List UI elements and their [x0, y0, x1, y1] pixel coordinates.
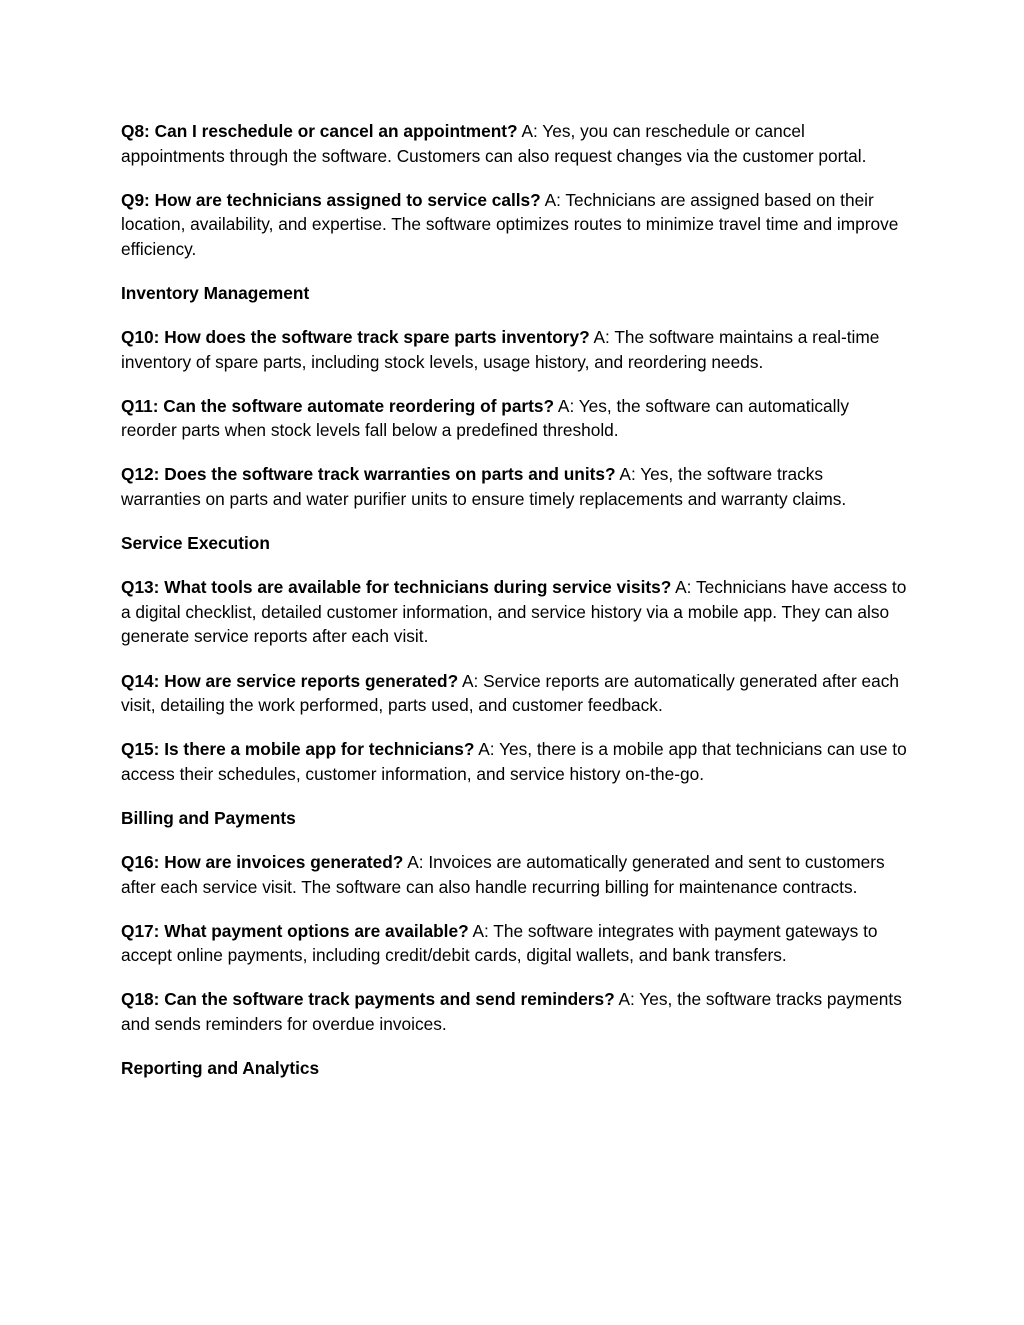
faq-q8	[121, 119, 907, 168]
answer-text: A: Technicians have access to a digital checklist, detailed customer information, and service history via a mobile app. They can also generate service reports after each visit.	[121, 577, 907, 647]
answer-text: A: Yes, the software tracks payments and sends reminders for overdue invoices.	[121, 989, 902, 1034]
faq-q16	[121, 850, 907, 899]
section-heading-inventory: Inventory Management	[121, 282, 310, 303]
section-heading-service-execution: Service Execution	[121, 533, 270, 554]
answer-text: A: Technicians are assigned based on their location, availability, and expertise. The software optimizes routes to minimize travel time and improve efficiency.	[121, 189, 899, 259]
answer-text: A: Yes, the software can automatically reorder parts when stock levels fall below a predefined threshold.	[121, 395, 849, 441]
question-text: Q9: How are technicians assigned to service calls?	[121, 189, 541, 210]
faq-q18	[121, 987, 907, 1036]
faq-q14	[121, 669, 907, 718]
answer-text: A: The software maintains a real-time inventory of spare parts, including stock levels, usage history, and reordering needs.	[121, 327, 880, 372]
question-text: Q18: Can the software track payments and send reminders?	[121, 989, 615, 1010]
question-text: Q13: What tools are available for technicians during service visits?	[121, 577, 672, 598]
section-heading-billing: Billing and Payments	[121, 807, 296, 828]
faq-q17	[121, 919, 907, 968]
answer-text: A: Yes, you can reschedule or cancel appointments through the software. Customers can also request changes via the customer portal.	[121, 121, 867, 166]
faq-q9	[121, 188, 907, 262]
faq-q10	[121, 325, 907, 374]
question-text: Q8: Can I reschedule or cancel an appointment?	[121, 121, 518, 141]
faq-q12	[121, 462, 907, 511]
faq-q15	[121, 737, 907, 786]
question-text: Q10: How does the software track spare parts inventory?	[121, 327, 590, 348]
question-text: Q11: Can the software automate reordering of parts?	[121, 395, 555, 416]
answer-text: A: Yes, there is a mobile app that technicians can use to access their schedules, customer information, and service history on-the-go.	[121, 739, 907, 784]
faq-q11	[121, 394, 907, 443]
answer-text: A: Yes, the software tracks warranties on parts and water purifier units to ensure timely replacements and warranty claims.	[121, 464, 847, 510]
question-text: Q14: How are service reports generated?	[121, 670, 459, 691]
answer-text: A: Invoices are automatically generated and sent to customers after each service visit. The software can also handle recurring billing for maintenance contracts.	[121, 851, 885, 897]
faq-q13	[121, 575, 907, 649]
question-text: Q17: What payment options are available?	[121, 920, 469, 941]
question-text: Q15: Is there a mobile app for technicians?	[121, 739, 475, 760]
answer-text: A: Service reports are automatically generated after each visit, detailing the work performed, parts used, and customer feedback.	[121, 670, 900, 716]
section-heading-reporting: Reporting and Analytics	[121, 1058, 320, 1079]
question-text: Q12: Does the software track warranties on parts and units?	[121, 464, 616, 485]
question-text: Q16: How are invoices generated?	[121, 851, 404, 872]
answer-text: A: The software integrates with payment gateways to accept online payments, including credit/debit cards, digital wallets, and bank transfers.	[121, 920, 878, 966]
document-page	[121, 119, 907, 1100]
